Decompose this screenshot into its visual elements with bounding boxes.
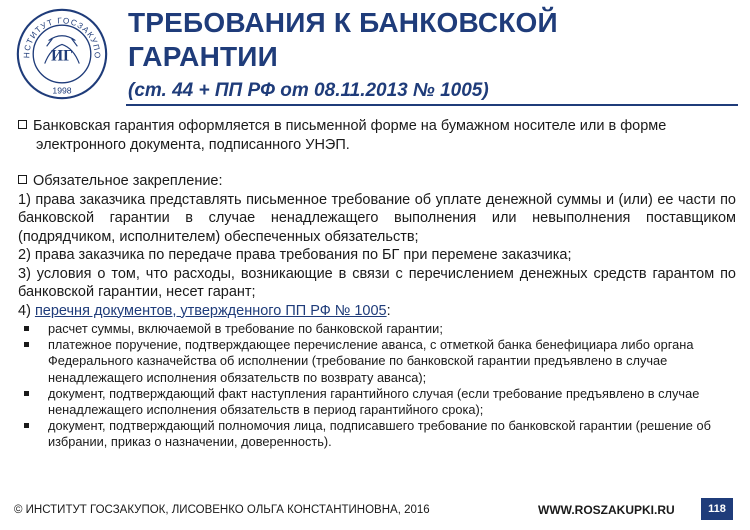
square-bullet-icon xyxy=(24,423,29,428)
list-item-text: расчет суммы, включаемой в требование по банковской гарантии; xyxy=(48,321,443,336)
paragraph-form-text: Банковская гарантия оформляется в письменной форме на бумажном носителе или в форме электронного документа, подписанного УНЭП. xyxy=(33,118,667,153)
requirement-item-2: 2) права заказчика по передаче права требования по БГ при перемене заказчика; xyxy=(18,247,572,263)
logo-arc-text: НСТИТУТ ГОСЗАКУПО xyxy=(22,16,102,60)
requirement-item-4 xyxy=(18,302,736,321)
required-heading-text: Обязательное закрепление: xyxy=(33,173,223,189)
list-item xyxy=(18,321,736,337)
footer-copyright: © ИНСТИТУТ ГОСЗАКУПОК, ЛИСОВЕНКО ОЛЬГА КОНСТАНТИНОВНА, 2016 xyxy=(14,504,430,516)
square-bullet-icon xyxy=(24,391,29,396)
page-number-badge: 118 xyxy=(701,498,733,520)
requirement-item-1: 1) права заказчика представлять письменное требование об уплате денежной суммы и (или) ее части по банковской гарантии в случае ненадлежащего выполнения или невыполнения поставщиком (подрядчиком, исполнителем) обеспеченных обязательств; xyxy=(18,191,736,245)
square-bullet-icon xyxy=(24,342,29,347)
list-item xyxy=(18,418,736,450)
square-bullet-icon xyxy=(24,326,29,331)
institute-logo xyxy=(14,6,110,102)
documents-list xyxy=(18,321,736,451)
paragraph-form xyxy=(18,117,736,154)
footer-url-link[interactable]: WWW.ROSZAKUPKI.RU xyxy=(538,503,675,517)
list-item xyxy=(18,386,736,418)
checkbox-bullet-icon xyxy=(18,120,27,129)
documents-list-link[interactable]: перечня документов, утвержденного ПП РФ № 1005 xyxy=(34,302,387,319)
list-item-text: документ, подтверждающий факт наступления гарантийного случая (если требование предъявлено в случае ненадлежащего исполнения обязательств в период гарантийного срока); xyxy=(48,385,700,418)
logo-year: 1998 xyxy=(52,85,72,96)
slide-content xyxy=(18,117,736,451)
requirement-item-3: 3) условия о том, что расходы, возникающие в связи с перечислением денежных средств гарантом по банковской гарантии, несет гарант; xyxy=(18,265,736,300)
page-title xyxy=(128,6,728,74)
list-item xyxy=(18,337,736,386)
title-divider xyxy=(126,104,738,106)
logo-monogram: ИГ xyxy=(51,47,73,65)
item-4-prefix: 4) xyxy=(18,302,31,319)
list-item-text: платежное поручение, подтверждающее перечисление аванса, с отметкой банка бенефициара либо органа Федерального казначейства об исполнении (требование по банковской гарантии предъявлено в случае ненадлежащего исполнения обязательств по возврату аванса); xyxy=(48,337,694,385)
title-line-1: ТРЕБОВАНИЯ К БАНКОВСКОЙ xyxy=(128,7,558,38)
checkbox-bullet-icon xyxy=(18,175,27,184)
list-item-text: документ, подтверждающий полномочия лица, подписавшего требование по банковской гарантии (решение об избрании, приказ о назначении, доверенность). xyxy=(48,418,711,450)
item-4-suffix: : xyxy=(386,302,391,319)
title-line-2: ГАРАНТИИ xyxy=(128,41,278,72)
page-subtitle: (ст. 44 + ПП РФ от 08.11.2013 № 1005) xyxy=(128,80,489,101)
required-heading xyxy=(18,172,736,191)
